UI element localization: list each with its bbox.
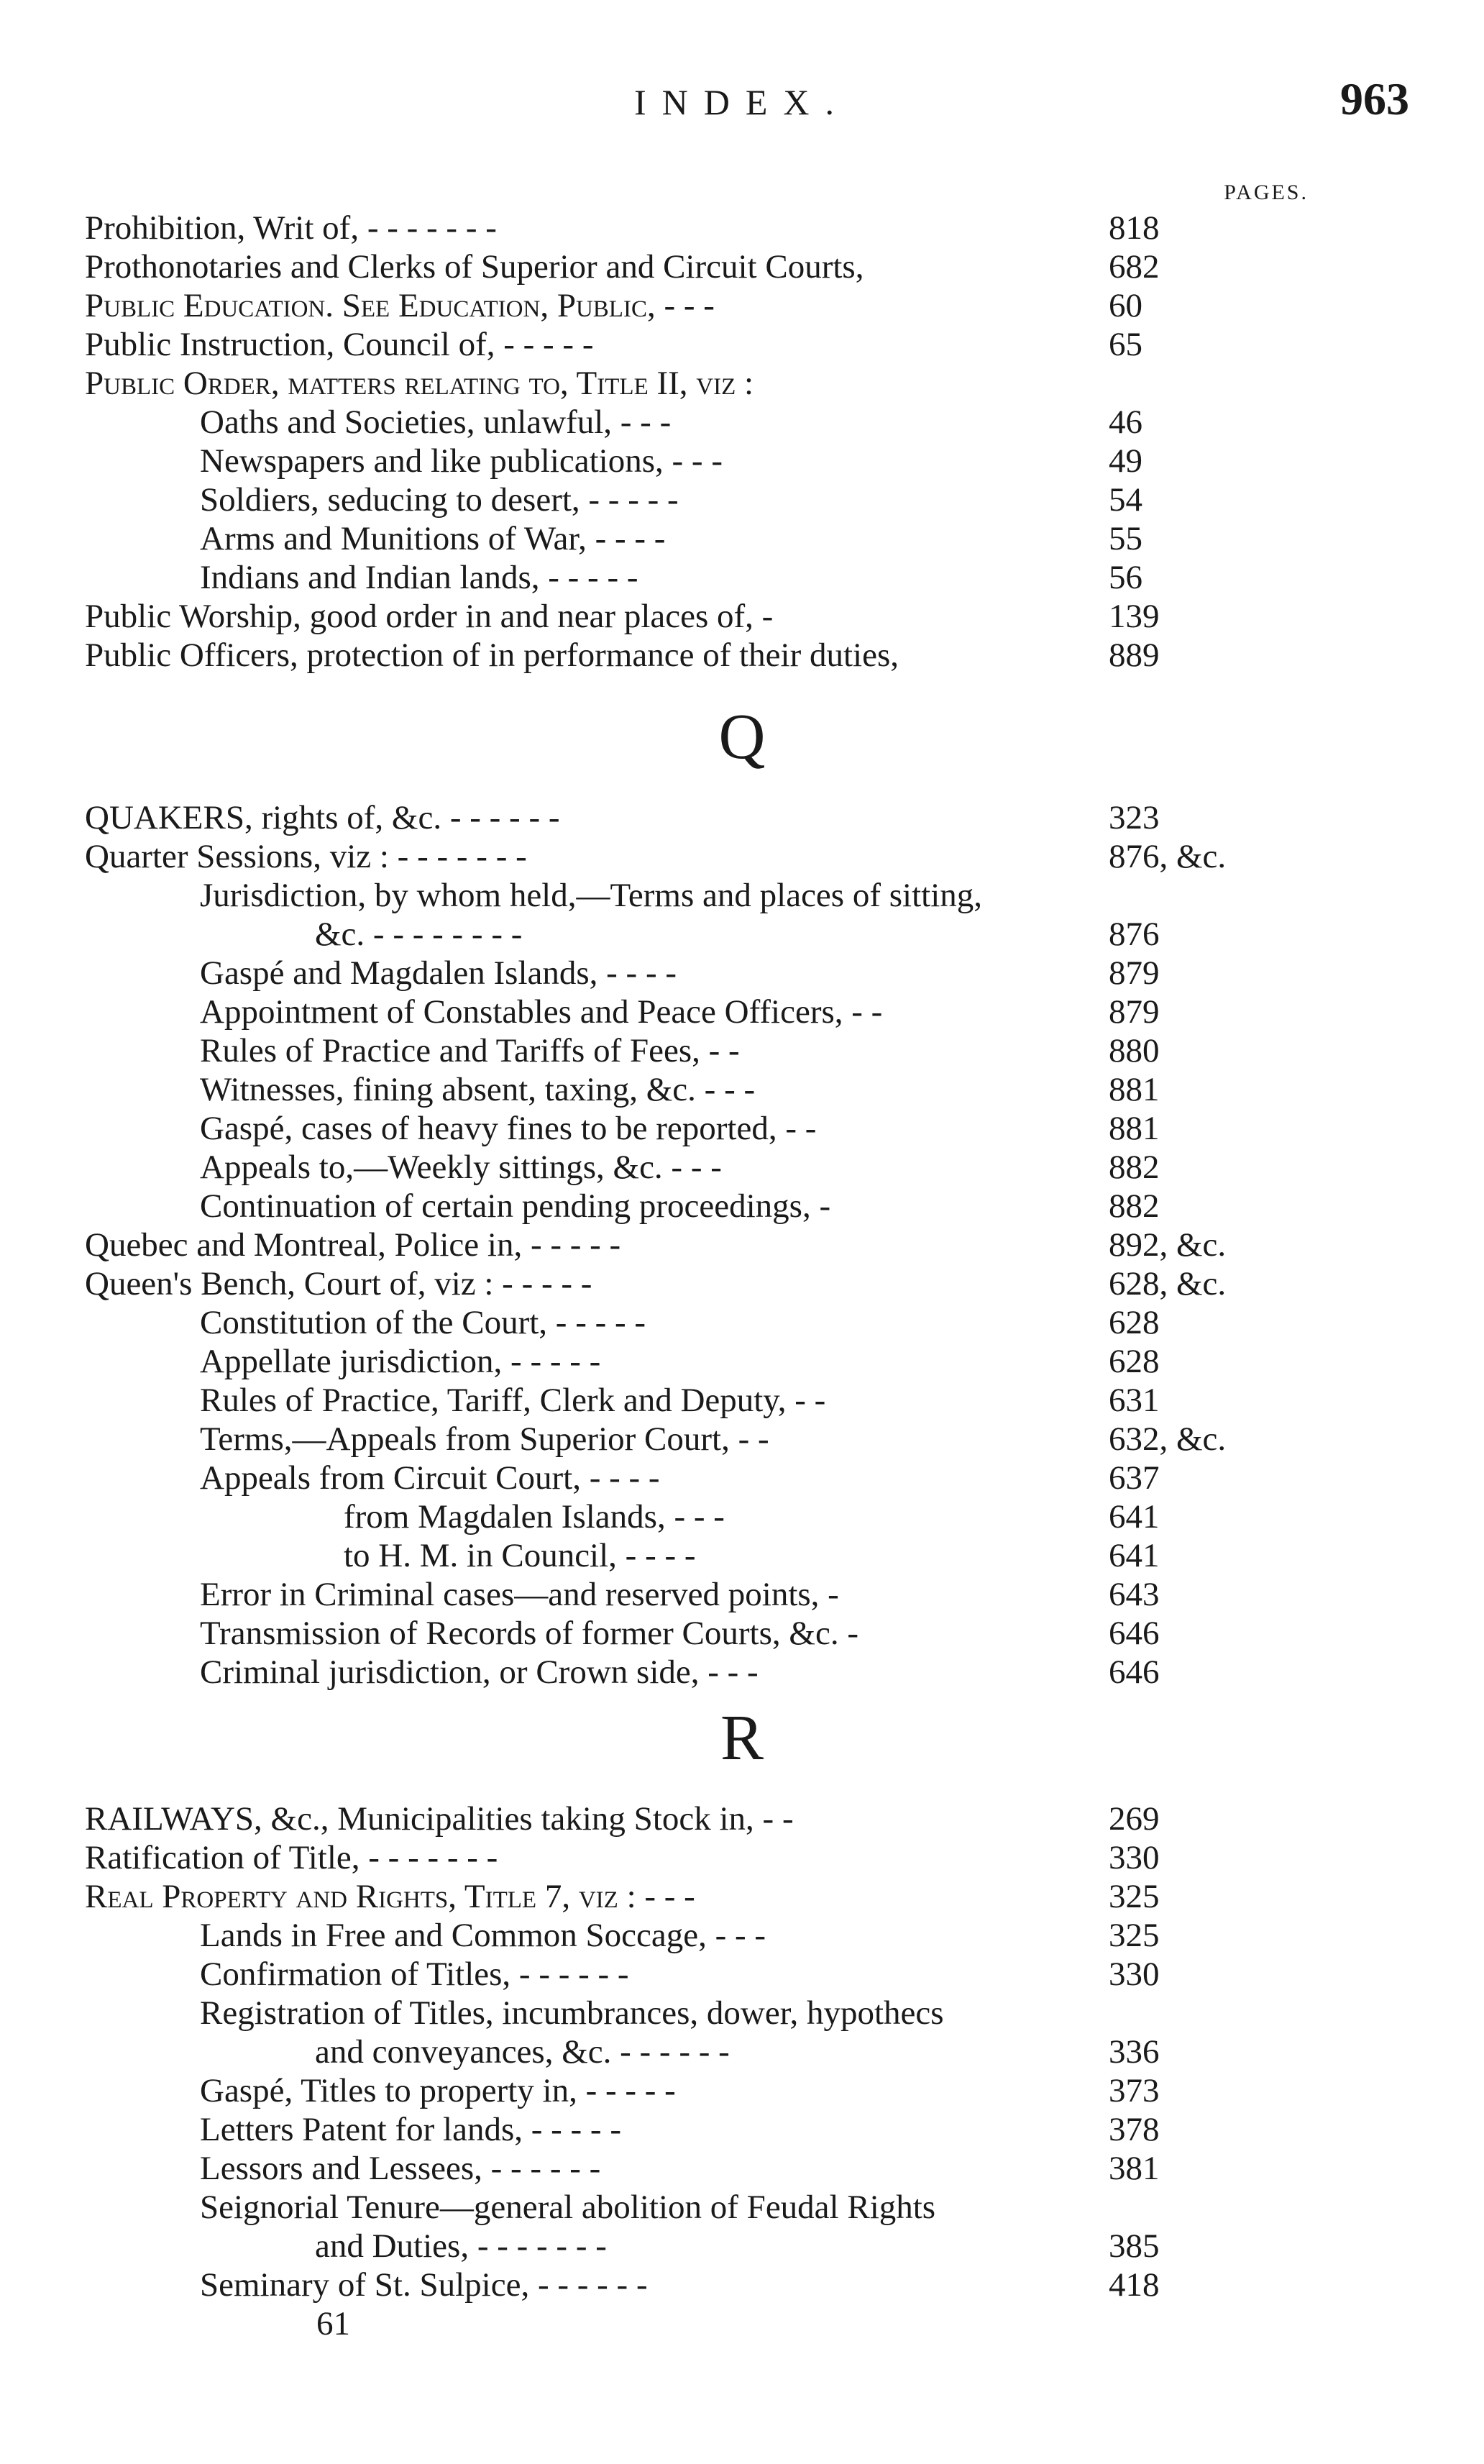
- index-entry: [0, 2188, 1484, 2227]
- entry-text: Lands in Free and Common Soccage, - - -: [200, 1917, 766, 1954]
- index-entry: [0, 1420, 1484, 1459]
- entry-page: 876: [1109, 916, 1160, 953]
- entry-page: 879: [1109, 993, 1160, 1031]
- entry-page: 323: [1109, 799, 1160, 836]
- index-entry: [0, 1575, 1484, 1614]
- index-entry: [0, 1653, 1484, 1692]
- entry-text: Transmission of Records of former Courts, &c. -: [200, 1615, 858, 1652]
- entry-page: 637: [1109, 1459, 1160, 1497]
- entry-page: 46: [1109, 403, 1142, 441]
- folio-signature: 61: [316, 2305, 350, 2342]
- page-number: 963: [1340, 73, 1409, 124]
- entry-page: 879: [1109, 954, 1160, 992]
- section-letter-q: Q: [718, 701, 766, 772]
- entry-text: Continuation of certain pending proceedings, -: [200, 1187, 831, 1225]
- entry-text: Letters Patent for lands, - - - - -: [200, 2111, 621, 2148]
- entry-page: 60: [1109, 287, 1142, 324]
- index-entry: [0, 1955, 1484, 1994]
- index-entry: [0, 1148, 1484, 1187]
- entry-page: 881: [1109, 1110, 1160, 1147]
- index-entry: [0, 2149, 1484, 2188]
- entry-page: 385: [1109, 2227, 1160, 2265]
- entry-page: 330: [1109, 1956, 1160, 1993]
- entry-text: Arms and Munitions of War, - - - -: [200, 520, 666, 557]
- entry-page: 378: [1109, 2111, 1160, 2148]
- entry-page: 682: [1109, 248, 1160, 286]
- index-entry: [0, 1226, 1484, 1264]
- entry-text: Gaspé, cases of heavy fines to be reported, - -: [200, 1110, 817, 1147]
- entry-page: 818: [1109, 209, 1160, 247]
- index-entry: [0, 2071, 1484, 2110]
- index-entry: [0, 636, 1484, 675]
- index-entry: [0, 1109, 1484, 1148]
- entry-text: Appointment of Constables and Peace Officers, - -: [200, 993, 883, 1031]
- entry-page: 418: [1109, 2266, 1160, 2304]
- header-title: INDEX.: [633, 82, 851, 122]
- index-entry: [0, 954, 1484, 993]
- entry-page: 641: [1109, 1498, 1160, 1536]
- index-entry: [0, 480, 1484, 519]
- entry-text: Rules of Practice, Tariff, Clerk and Deputy, - -: [200, 1382, 826, 1419]
- index-entry: [0, 597, 1484, 636]
- entry-page: 325: [1109, 1878, 1160, 1915]
- entry-page: 628, &c.: [1109, 1265, 1227, 1302]
- entry-page: 65: [1109, 326, 1142, 363]
- entry-text: Criminal jurisdiction, or Crown side, - - -: [200, 1653, 759, 1691]
- entry-page: 54: [1109, 481, 1142, 519]
- entry-page: 373: [1109, 2072, 1160, 2109]
- entry-page: 632, &c.: [1109, 1420, 1227, 1458]
- entry-page: 643: [1109, 1576, 1160, 1613]
- entry-page: 881: [1109, 1071, 1160, 1108]
- entry-text: Seminary of St. Sulpice, - - - - - -: [200, 2266, 648, 2304]
- index-entry: [0, 2227, 1484, 2265]
- entry-text: Public Education. See Education, Public, - - -: [85, 287, 715, 324]
- entry-page: 641: [1109, 1537, 1160, 1574]
- entry-text: Public Instruction, Council of, - - - - -: [85, 326, 594, 363]
- entry-text: Oaths and Societies, unlawful, - - -: [200, 403, 672, 441]
- entry-text: Newspapers and like publications, - - -: [200, 442, 723, 480]
- entry-page: 882: [1109, 1149, 1160, 1186]
- section-p-entries: [0, 209, 1484, 675]
- index-entry: [0, 915, 1484, 954]
- pages-column-label: PAGES.: [1224, 181, 1309, 204]
- index-entry: [0, 837, 1484, 876]
- entry-text: Lessors and Lessees, - - - - - -: [200, 2150, 601, 2187]
- entry-text: Public Worship, good order in and near places of, -: [85, 598, 774, 635]
- index-entry: [0, 798, 1484, 837]
- index-entry: [0, 364, 1484, 403]
- entry-text: Public Officers, protection of in performance of their duties,: [85, 636, 899, 674]
- entry-text: Quebec and Montreal, Police in, - - - - -: [85, 1226, 621, 1264]
- entry-page: 646: [1109, 1615, 1160, 1652]
- index-entry: [0, 993, 1484, 1031]
- entry-page: 325: [1109, 1917, 1160, 1954]
- entry-page: 49: [1109, 442, 1142, 480]
- index-entry: [0, 876, 1484, 915]
- entry-text: Indians and Indian lands, - - - - -: [200, 559, 638, 596]
- index-entry: [0, 1459, 1484, 1497]
- entry-text: Prothonotaries and Clerks of Superior and Circuit Courts,: [85, 248, 864, 286]
- entry-page: 56: [1109, 559, 1142, 596]
- index-entry: [0, 1614, 1484, 1653]
- entry-text: and conveyances, &c. - - - - - -: [315, 2033, 730, 2071]
- entry-page: 139: [1109, 598, 1160, 635]
- index-entry: [0, 2032, 1484, 2071]
- index-entry: [0, 403, 1484, 442]
- section-r-entries: [0, 1799, 1484, 2304]
- entry-text: Queen's Bench, Court of, viz : - - - - -: [85, 1265, 592, 1302]
- index-entry: [0, 1381, 1484, 1420]
- index-entry: [0, 1799, 1484, 1838]
- index-entry: [0, 519, 1484, 558]
- index-entry: [0, 1303, 1484, 1342]
- entry-page: 892, &c.: [1109, 1226, 1227, 1264]
- entry-text: Gaspé and Magdalen Islands, - - - -: [200, 954, 677, 992]
- index-entry: [0, 1187, 1484, 1226]
- index-entry: [0, 1916, 1484, 1955]
- index-entry: [0, 247, 1484, 286]
- index-entry: [0, 442, 1484, 480]
- entry-page: 631: [1109, 1382, 1160, 1419]
- entry-page: 336: [1109, 2033, 1160, 2071]
- entry-text: Registration of Titles, incumbrances, dower, hypothecs: [200, 1994, 944, 2032]
- index-entry: [0, 209, 1484, 247]
- entry-text: to H. M. in Council, - - - -: [344, 1537, 696, 1574]
- entry-page: 876, &c.: [1109, 838, 1227, 875]
- entry-page: 330: [1109, 1839, 1160, 1876]
- entry-page: 381: [1109, 2150, 1160, 2187]
- index-entry: [0, 325, 1484, 364]
- index-entry: [0, 1070, 1484, 1109]
- entry-text: Constitution of the Court, - - - - -: [200, 1304, 646, 1341]
- entry-page: 889: [1109, 636, 1160, 674]
- index-entry: [0, 1264, 1484, 1303]
- entry-text: Terms,—Appeals from Superior Court, - -: [200, 1420, 769, 1458]
- entry-text: Confirmation of Titles, - - - - - -: [200, 1956, 629, 1993]
- section-letter-r: R: [720, 1702, 764, 1774]
- entry-page: 269: [1109, 1800, 1160, 1838]
- entry-text: Appeals from Circuit Court, - - - -: [200, 1459, 660, 1497]
- index-entry: [0, 1994, 1484, 2032]
- entry-text: Seignorial Tenure—general abolition of Feudal Rights: [200, 2189, 936, 2226]
- entry-text: and Duties, - - - - - - -: [315, 2227, 607, 2265]
- entry-text: Soldiers, seducing to desert, - - - - -: [200, 481, 679, 519]
- entry-page: 646: [1109, 1653, 1160, 1691]
- entry-text: Appeals to,—Weekly sittings, &c. - - -: [200, 1149, 722, 1186]
- entry-text: Rules of Practice and Tariffs of Fees, - -: [200, 1032, 740, 1069]
- entry-text: Public Order, matters relating to, Title II, viz :: [85, 365, 754, 402]
- index-entry: [0, 1877, 1484, 1916]
- index-entry: [0, 1838, 1484, 1877]
- entry-page: 882: [1109, 1187, 1160, 1225]
- entry-text: &c. - - - - - - - -: [315, 916, 523, 953]
- entry-text: Error in Criminal cases—and reserved points, -: [200, 1576, 839, 1613]
- section-q-entries: [0, 798, 1484, 1692]
- entry-text: Ratification of Title, - - - - - - -: [85, 1839, 498, 1876]
- entry-text: Prohibition, Writ of, - - - - - - -: [85, 209, 497, 247]
- index-entry: [0, 1031, 1484, 1070]
- entry-text: Witnesses, fining absent, taxing, &c. - - -: [200, 1071, 756, 1108]
- entry-text: Jurisdiction, by whom held,—Terms and places of sitting,: [200, 877, 982, 914]
- entry-text: Quarter Sessions, viz : - - - - - - -: [85, 838, 527, 875]
- index-entry: [0, 1497, 1484, 1536]
- entry-page: 880: [1109, 1032, 1160, 1069]
- entry-page: 55: [1109, 520, 1142, 557]
- index-entry: [0, 2265, 1484, 2304]
- index-entry: [0, 286, 1484, 325]
- entry-text: RAILWAYS, &c., Municipalities taking Stock in, - -: [85, 1800, 794, 1838]
- entry-page: 628: [1109, 1343, 1160, 1380]
- entry-text: Appellate jurisdiction, - - - - -: [200, 1343, 601, 1380]
- entry-text: Real Property and Rights, Title 7, viz : - - -: [85, 1878, 695, 1915]
- index-entry: [0, 558, 1484, 597]
- entry-page: 628: [1109, 1304, 1160, 1341]
- index-entry: [0, 1342, 1484, 1381]
- entry-text: Gaspé, Titles to property in, - - - - -: [200, 2072, 676, 2109]
- index-entry: [0, 1536, 1484, 1575]
- entry-text: from Magdalen Islands, - - -: [344, 1498, 725, 1536]
- entry-text: QUAKERS, rights of, &c. - - - - - -: [85, 799, 560, 836]
- index-entry: [0, 2110, 1484, 2149]
